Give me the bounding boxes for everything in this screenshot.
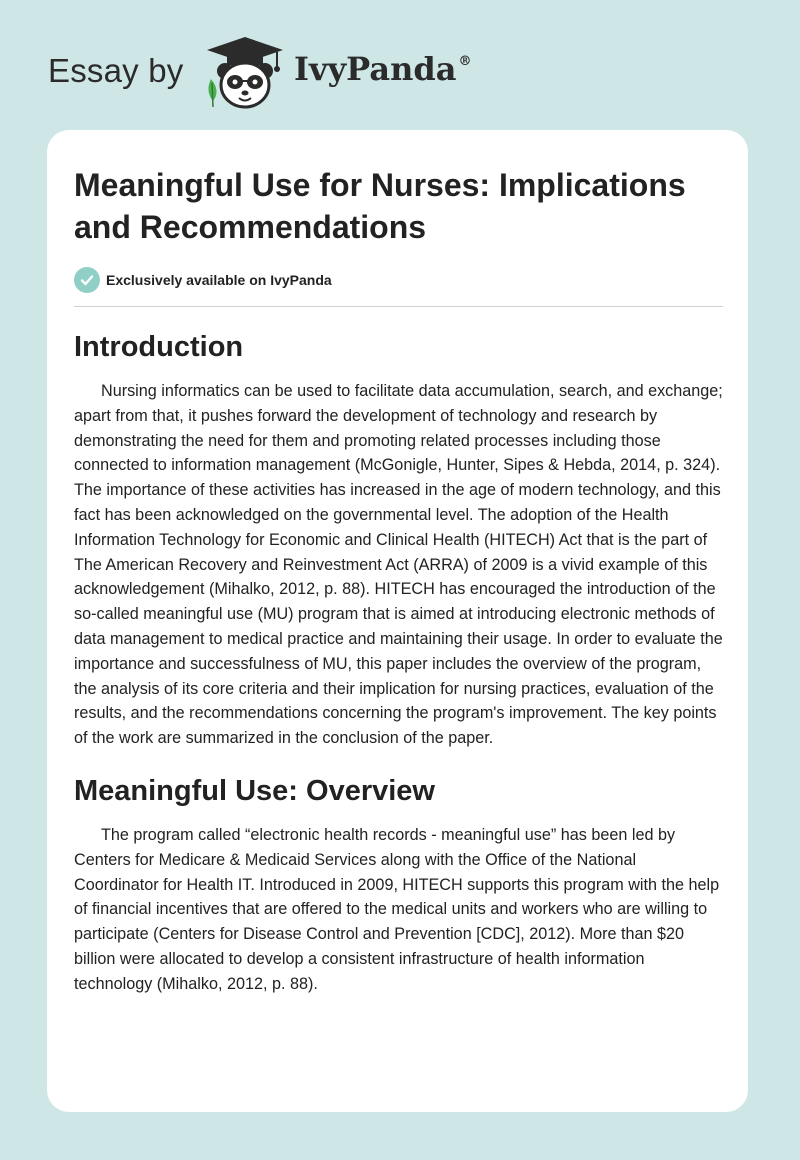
registered-mark: ® bbox=[458, 54, 472, 69]
panda-logo-icon[interactable] bbox=[203, 35, 287, 111]
section-heading-introduction: Introduction bbox=[74, 331, 244, 363]
title-divider bbox=[74, 306, 723, 307]
essay-content bbox=[74, 164, 724, 997]
check-icon bbox=[74, 267, 100, 293]
essay-by-label: Essay by bbox=[48, 52, 184, 89]
exclusive-badge-text: Exclusively available on IvyPanda bbox=[106, 272, 332, 288]
brand-name[interactable]: IvyPanda ® bbox=[294, 50, 472, 88]
essay-card bbox=[47, 130, 748, 1112]
introduction-paragraph: Nursing informatics can be used to facilitate data accumulation, search, and exchange; apart from that, it pushes forward the development of technology and research by demonstrating the need for them and promoting related processes including those connected to information management (McGonigle, Hunter, Sipes & Hebda, 2014, p. 324). The importance of these activities has increased in the age of modern technology, and this fact has been acknowledged on the governmental level. The adoption of the Health Information Technology for Economic and Clinical Health (HITECH) Act that is the part of The American Recovery and Reinvestment Act (ARRA) of 2009 is a vivid example of this acknowledgement (Mihalko, 2012, p. 88). HITECH has encouraged the introduction of the so-called meaningful use (MU) program that is aimed at introducing electronic methods of data management to medical practice and maintaining their usage. In order to evaluate the importance and successfulness of MU, this paper includes the overview of the program, the analysis of its core criteria and their implication for nursing practices, evaluation of the results, and the recommendations concerning the program's improvement. The key points of the work are summarized in the conclusion of the paper. bbox=[74, 382, 723, 748]
section-heading-overview: Meaningful Use: Overview bbox=[74, 774, 435, 807]
exclusive-badge bbox=[74, 266, 724, 294]
essay-title: Meaningful Use for Nurses: Implications and Recommendations bbox=[74, 167, 686, 245]
site-header bbox=[48, 30, 508, 110]
overview-paragraph: The program called “electronic health records - meaningful use” has been led by Centers for Medicare & Medicaid Services along with the Office of the National Coordinator for Health IT. Introduced in 2009, HITECH supports this program with the help of financial incentives that are offered to the medical units and workers who are willing to participate (Centers for Disease Control and Prevention [CDC], 2012). More than $20 billion were allocated to develop a consistent infrastructure of health information technology (Mihalko, 2012, p. 88). bbox=[74, 825, 720, 993]
